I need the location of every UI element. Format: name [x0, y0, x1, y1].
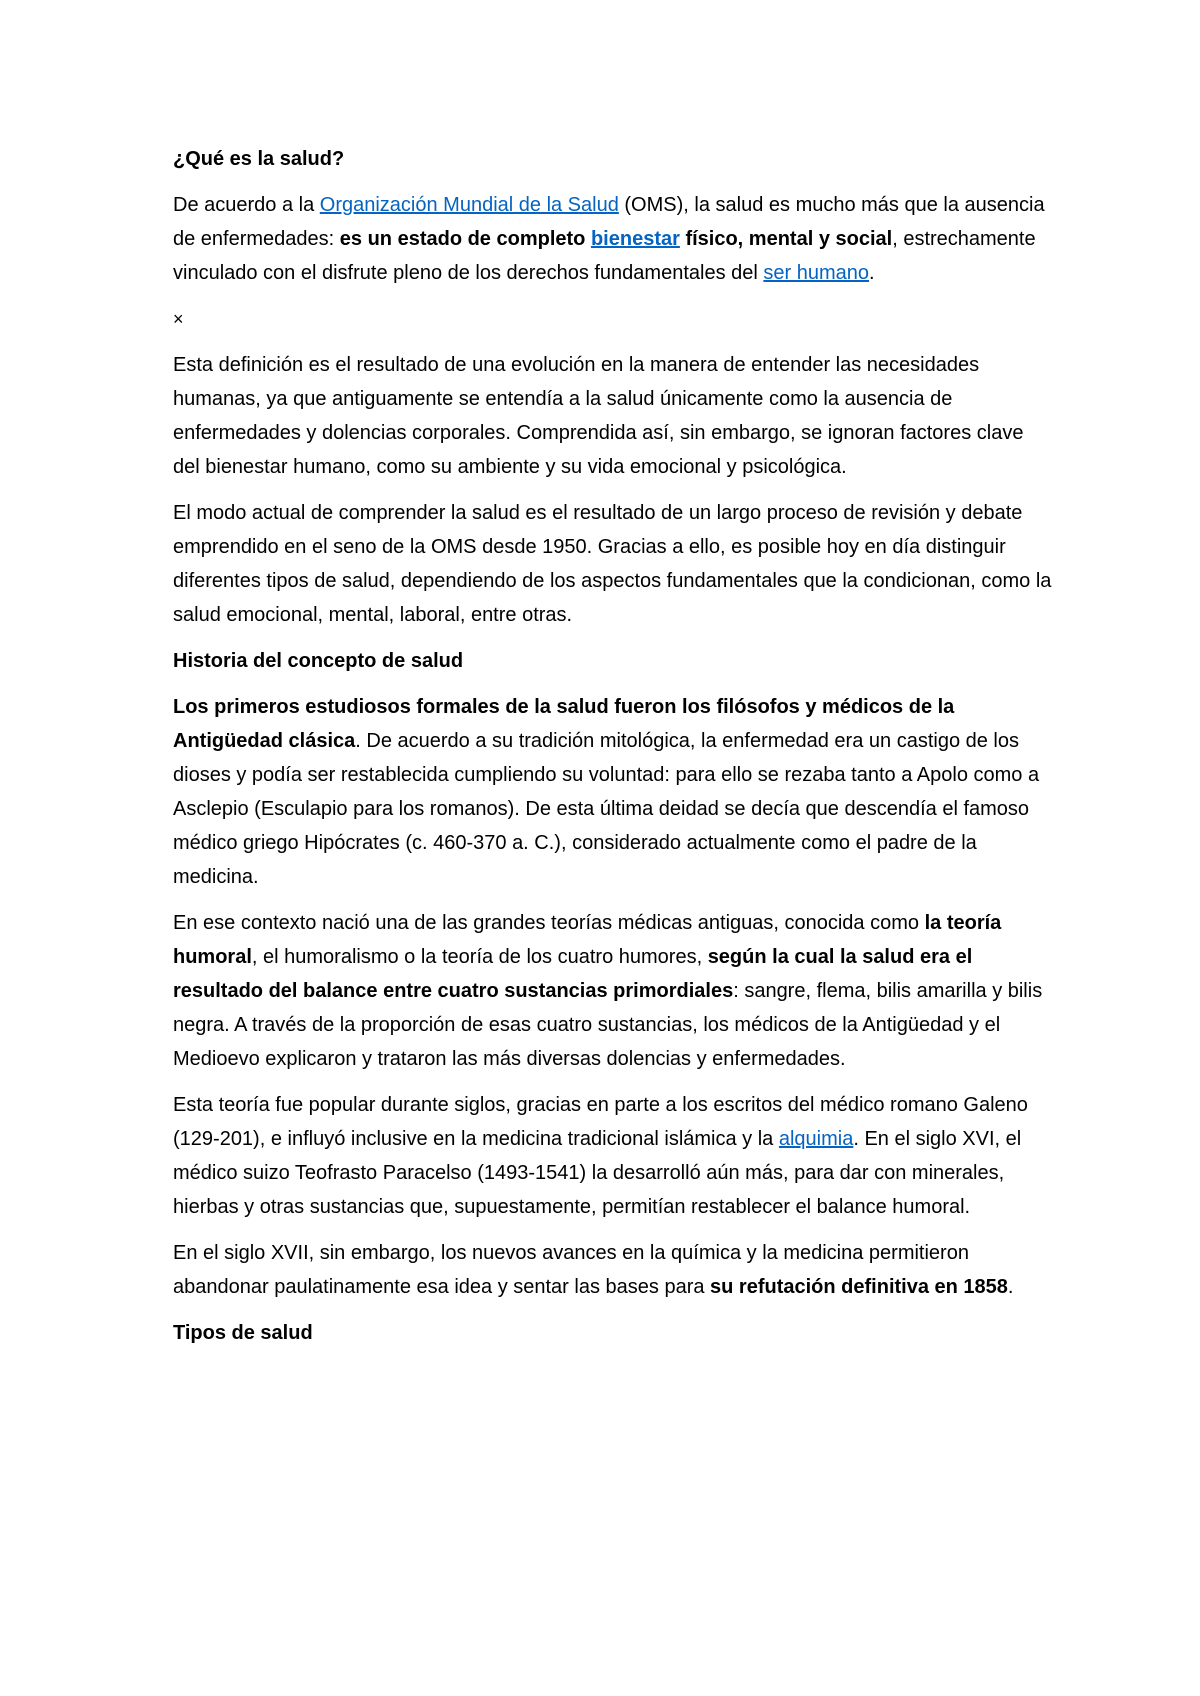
close-icon[interactable]: ×: [173, 309, 184, 329]
paragraph-galeno: [173, 1088, 1053, 1224]
link-ser-humano[interactable]: ser humano: [763, 262, 870, 284]
link-bienestar-label: bienestar: [590, 228, 680, 250]
paragraph-evolution: Esta definición es el resultado de una evolución en la manera de entender las necesidades humanas, ya que antiguamente se entendía a la salud únicamente como la ausencia de enfermedades y dolencias corporales. Comprendida así, sin embargo, se ignoran factores clave del bienestar humano, como su ambiente y su vida emocional y psicológica.: [173, 354, 1024, 478]
paragraph-humoral-theory: [173, 906, 1053, 1076]
bold-text: físico, mental y social: [679, 228, 893, 250]
paragraph-refutation: [173, 1236, 1053, 1304]
bold-text: es un estado de completo: [339, 228, 591, 250]
bold-text: Los primeros estudiosos formales de la salud fueron los filósofos y médicos de la Antigüedad clásica: [173, 696, 955, 752]
paragraph-modern-view: El modo actual de comprender la salud es el resultado de un largo proceso de revisión y debate emprendido en el seno de la OMS desde 1950. Gracias a ello, es posible hoy en día distinguir diferentes tipos de salud, dependiendo de los aspectos fundamentales que la condicionan, como la salud emocional, mental, laboral, entre otras.: [173, 502, 1052, 626]
text: De acuerdo a la: [173, 194, 320, 216]
bold-text: la teoría humoral: [173, 912, 1002, 968]
link-bienestar[interactable]: [591, 228, 680, 250]
document-page: [173, 142, 1053, 1362]
text: . De acuerdo a su tradición mitológica, la enfermedad era un castigo de los dioses y podía ser restablecida cumpliendo su voluntad: para ello se rezaba tanto a Apolo como a Asclepio (Esculapio para los romanos). De esta última deidad se decía que descendía el famoso médico griego Hipócrates (c. 460-370 a. C.), considerado actualmente como el padre de la medicina.: [173, 730, 1040, 888]
text: En ese contexto nació una de las grandes teorías médicas antiguas, conocida como: [173, 912, 925, 934]
text: En el siglo XVII, sin embargo, los nuevos avances en la química y la medicina permitieron abandonar paulatinamente esa idea y sentar las bases para: [173, 1242, 969, 1298]
bold-text: según la cual la salud era el resultado del balance entre cuatro sustancias primordiales: [173, 946, 973, 1002]
text: , el humoralismo o la teoría de los cuatro humores,: [251, 946, 708, 968]
link-alquimia[interactable]: alquimia: [778, 1128, 854, 1150]
text: , estrechamente vinculado con el disfrute pleno de los derechos fundamentales del: [173, 228, 1036, 284]
text: : sangre, flema, bilis amarilla y bilis negra. A través de la proporción de esas cuatro sustancias, los médicos de la Antigüedad y el Medioevo explicaron y trataron las más diversas dolencias y enfermedades.: [173, 980, 1043, 1070]
text: . En el siglo XVI, el médico suizo Teofrasto Paracelso (1493-1541) la desarrolló aún más, para dar con minerales, hierbas y otras sustancias que, supuestamente, permitían restablecer el balance humoral.: [173, 1128, 1022, 1218]
section-heading-history: Historia del concepto de salud: [173, 650, 464, 672]
bold-text: su refutación definitiva en 1858: [710, 1276, 1008, 1298]
link-oms[interactable]: Organización Mundial de la Salud: [319, 194, 619, 216]
paragraph-definition: [173, 188, 1053, 290]
paragraph-antiquity: [173, 690, 1053, 894]
document-title: ¿Qué es la salud?: [173, 148, 345, 170]
section-heading-types: Tipos de salud: [173, 1322, 313, 1344]
text: .: [1007, 1276, 1014, 1298]
text: .: [869, 262, 875, 284]
text: Esta teoría fue popular durante siglos, gracias en parte a los escritos del médico romano Galeno (129-201), e influyó inclusive en la medicina tradicional islámica y la: [173, 1094, 1028, 1150]
text: (OMS), la salud es mucho más que la ausencia de enfermedades:: [173, 194, 1045, 250]
